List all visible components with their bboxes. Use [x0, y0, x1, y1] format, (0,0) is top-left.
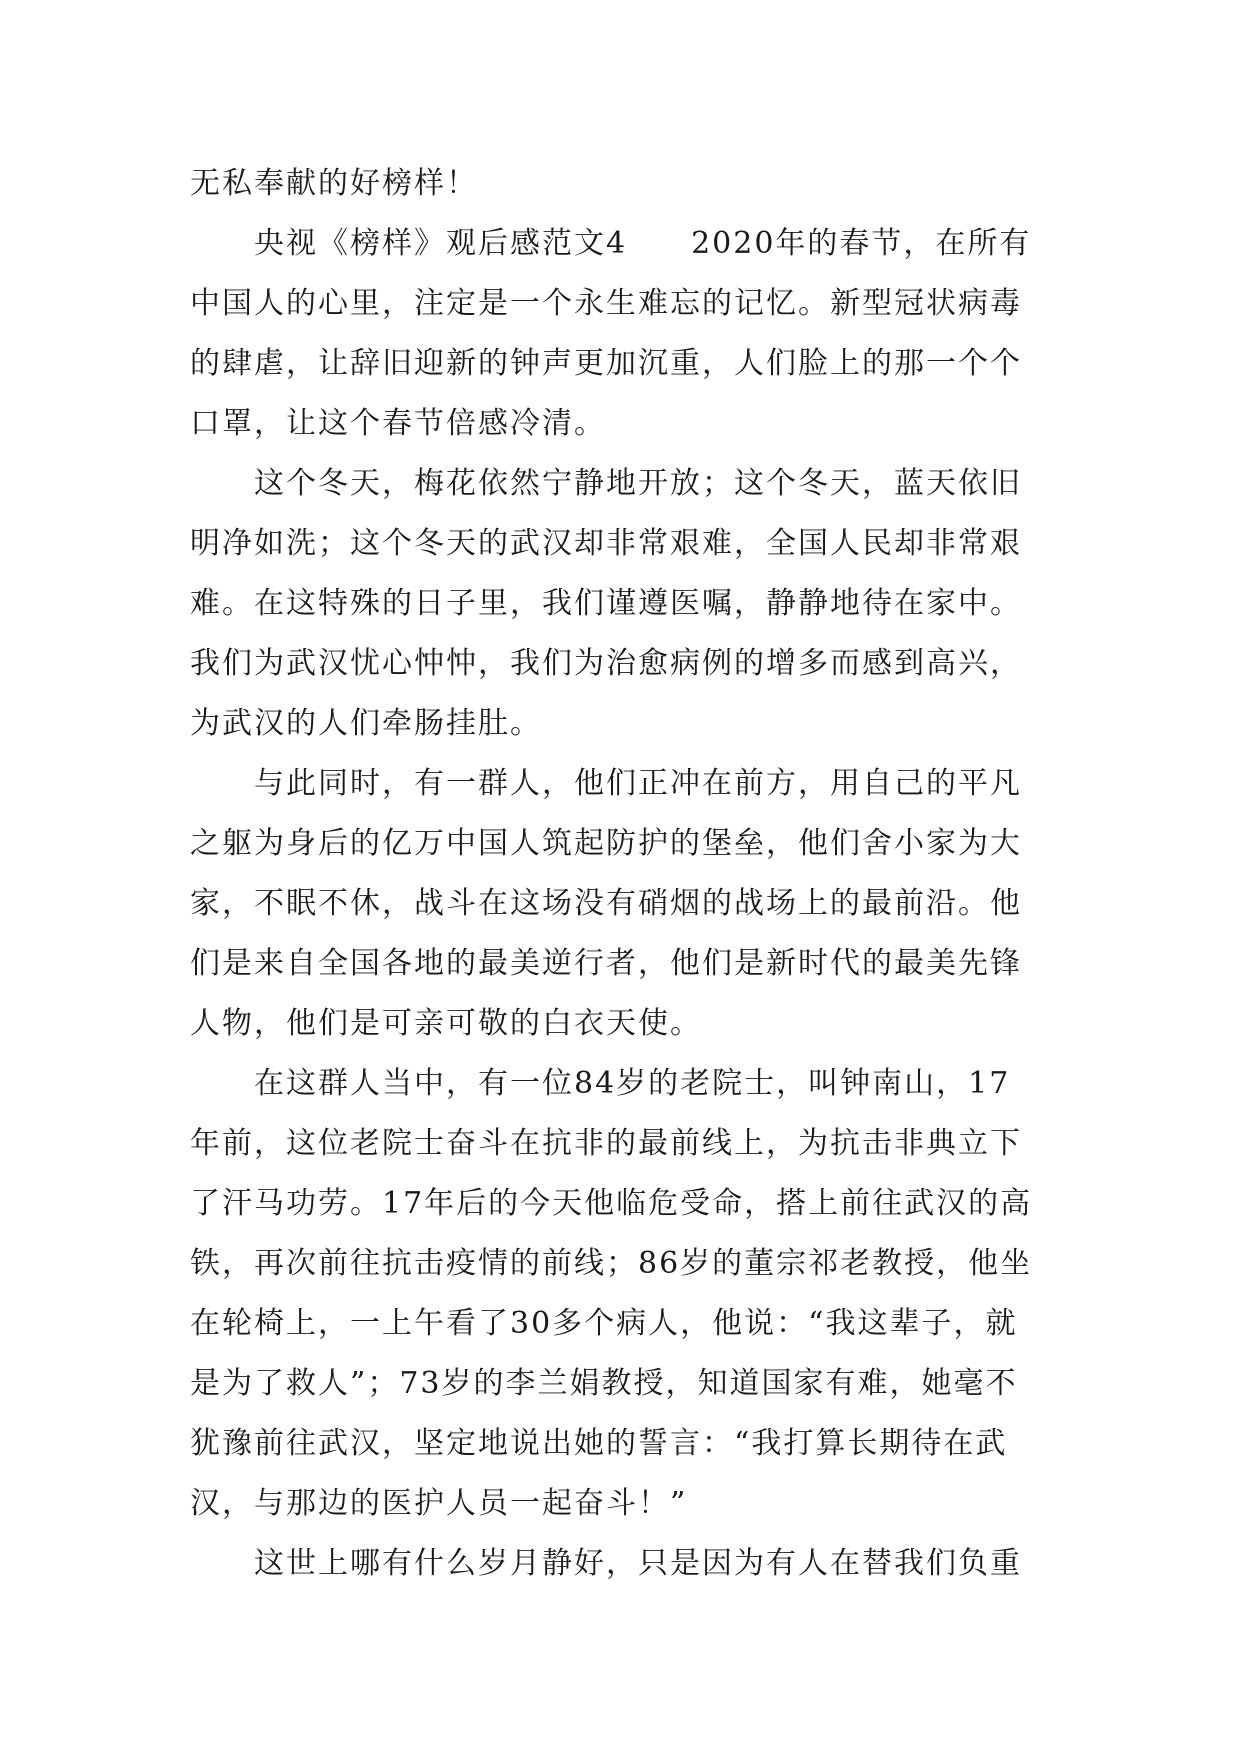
text-line: 口罩，让这个春节倍感冷清。 — [190, 406, 606, 441]
text-line: 难。在这特殊的日子里，我们谨遵医嘱，静静地待在家中。 — [190, 586, 1022, 621]
text-line: 人物，他们是可亲可敬的白衣天使。 — [190, 1006, 702, 1041]
text-line: 的肆虐，让辞旧迎新的钟声更加沉重，人们脸上的那一个个 — [190, 346, 1022, 381]
text-line: 无私奉献的好榜样！ — [190, 166, 478, 201]
text-line: 明净如洗；这个冬天的武汉却非常艰难，全国人民却非常艰 — [190, 526, 1022, 561]
text-line: 之躯为身后的亿万中国人筑起防护的堡垒，他们舍小家为大 — [190, 826, 1022, 861]
text-line: 我们为武汉忧心忡忡，我们为治愈病例的增多而感到高兴， — [190, 646, 1022, 681]
text-line: 铁，再次前往抗击疫情的前线；86岁的董宗祁老教授，他坐 — [190, 1246, 1033, 1281]
text-line: 们是来自全国各地的最美逆行者，他们是新时代的最美先锋 — [190, 946, 1022, 981]
text-line: 这个冬天，梅花依然宁静地开放；这个冬天，蓝天依旧 — [254, 466, 1022, 501]
text-line: 与此同时，有一群人，他们正冲在前方，用自己的平凡 — [254, 766, 1022, 801]
text-line: 在这群人当中，有一位84岁的老院士，叫钟南山，17 — [254, 1066, 1011, 1101]
text-line: 犹豫前往武汉，坚定地说出她的誓言：“我打算长期待在武 — [190, 1426, 1008, 1461]
text-line: 家，不眠不休，战斗在这场没有硝烟的战场上的最前沿。他 — [190, 886, 1022, 921]
text-line: 央视《榜样》观后感范文4 2020年的春节，在所有 — [254, 226, 1032, 261]
text-line: 汉，与那边的医护人员一起奋斗！” — [190, 1486, 688, 1521]
text-line: 中国人的心里，注定是一个永生难忘的记忆。新型冠状病毒 — [190, 286, 1022, 321]
document-body — [190, 154, 1050, 1594]
text-line: 在轮椅上，一上午看了30多个病人，他说：“我这辈子，就 — [190, 1306, 1018, 1341]
text-line: 为武汉的人们牵肠挂肚。 — [190, 706, 542, 741]
text-line: 这世上哪有什么岁月静好，只是因为有人在替我们负重 — [254, 1546, 1022, 1581]
text-line: 年前，这位老院士奋斗在抗非的最前线上，为抗击非典立下 — [190, 1126, 1022, 1161]
text-line: 是为了救人”；73岁的李兰娟教授，知道国家有难，她毫不 — [190, 1366, 1018, 1401]
text-line: 了汗马功劳。17年后的今天他临危受命，搭上前往武汉的高 — [190, 1186, 1033, 1221]
